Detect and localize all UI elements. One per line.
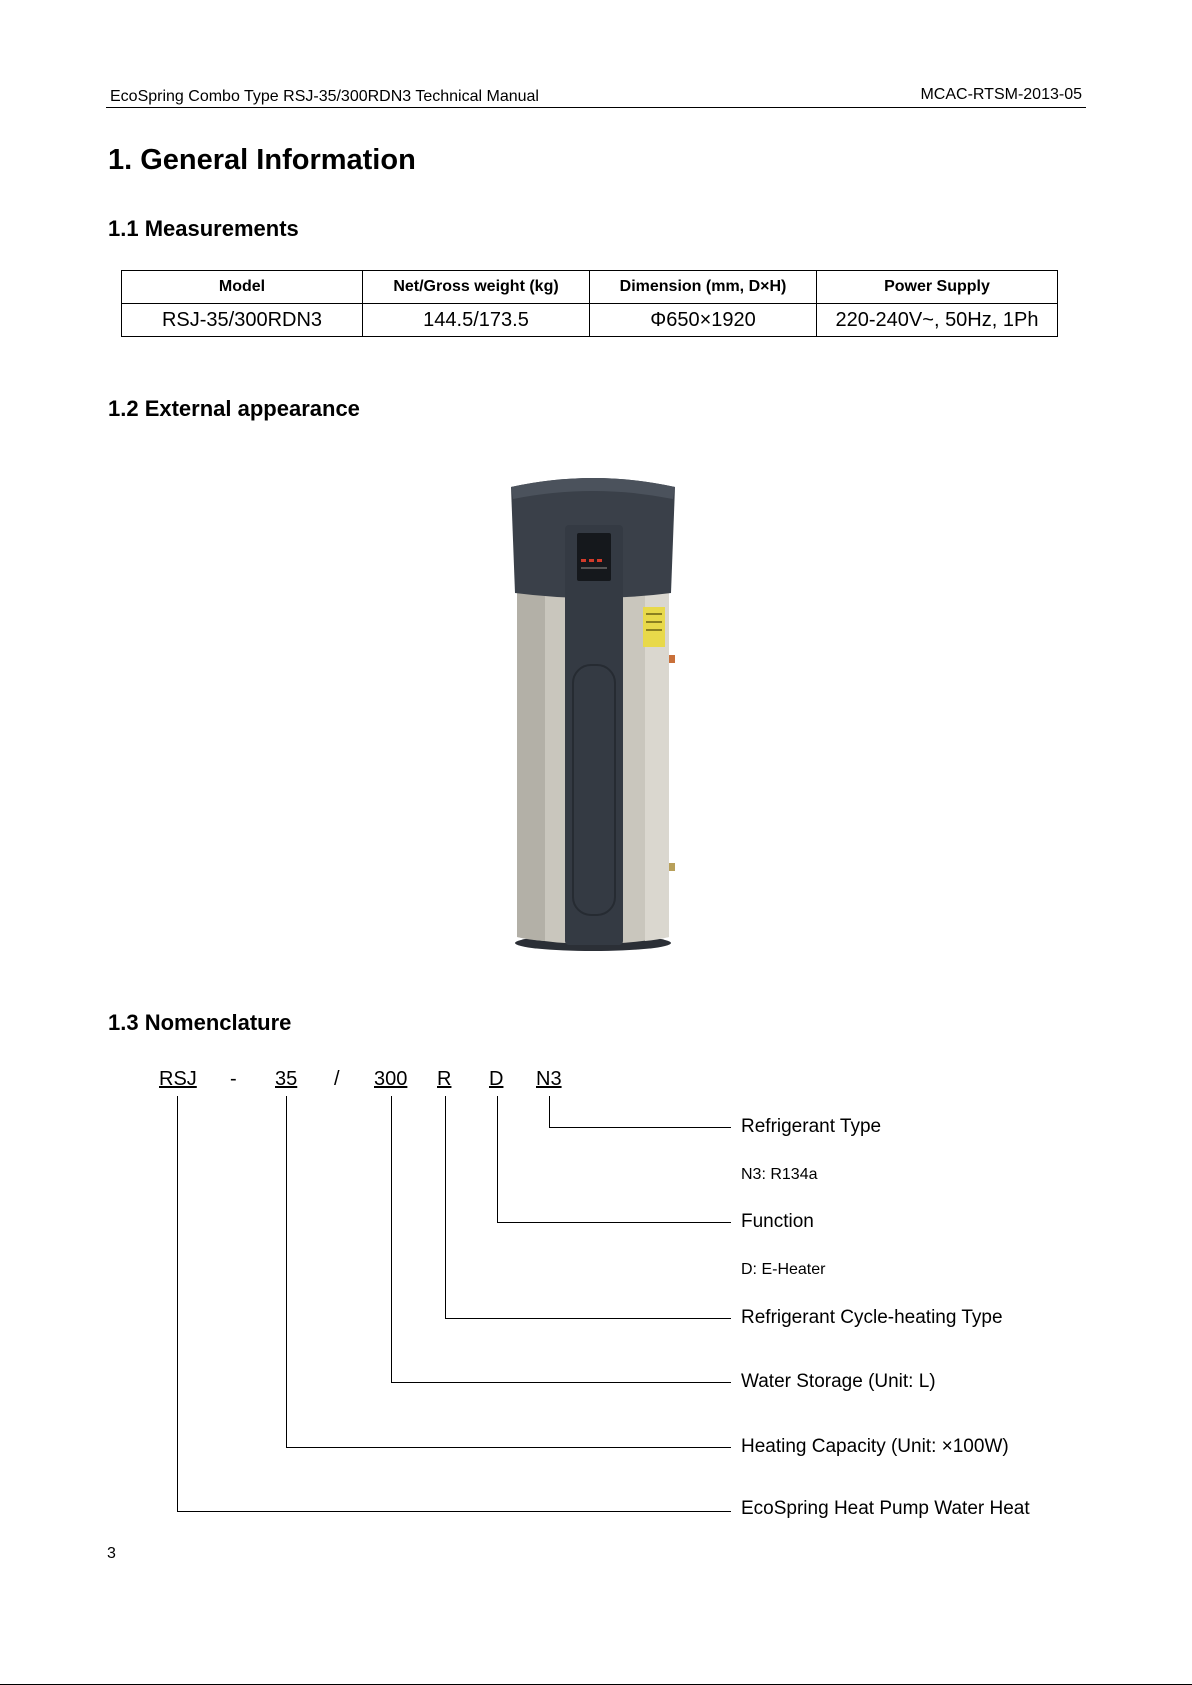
table-cell: RSJ-35/300RDN3 (122, 304, 363, 337)
page-number: 3 (107, 1545, 116, 1562)
table-cell: 144.5/173.5 (363, 304, 590, 337)
section-title-external-appearance: 1.2 External appearance (108, 396, 360, 421)
label-function: Function (741, 1211, 814, 1232)
label-product-name: EcoSpring Heat Pump Water Heat (741, 1498, 1030, 1519)
header-divider (106, 107, 1086, 108)
connector-rsj-horizontal (177, 1511, 731, 1512)
table-row (122, 304, 1058, 337)
connector-r-horizontal (445, 1318, 731, 1319)
section-title-general-information: 1. General Information (108, 144, 416, 176)
code-35: 35 (275, 1068, 298, 1090)
label-function-detail: D: E-Heater (741, 1261, 826, 1278)
code-r: R (437, 1068, 452, 1090)
code-d: D (489, 1068, 504, 1090)
connector-300-vertical (391, 1096, 392, 1383)
code-rsj: RSJ (159, 1068, 197, 1090)
water-heater-product-image (505, 475, 685, 953)
table-cell: Φ650×1920 (590, 304, 817, 337)
table-header-row (122, 271, 1058, 304)
header-title: EcoSpring Combo Type RSJ-35/300RDN3 Technical Manual (110, 88, 539, 105)
label-refrigerant-type-detail: N3: R134a (741, 1166, 818, 1183)
code-300: 300 (374, 1068, 408, 1090)
connector-n3-vertical (549, 1096, 550, 1128)
column-header: Model (122, 271, 363, 304)
connector-d-vertical (497, 1096, 498, 1223)
code-n3: N3 (536, 1068, 562, 1090)
measurements-table (121, 270, 1058, 337)
label-water-storage: Water Storage (Unit: L) (741, 1371, 936, 1392)
table-cell: 220-240V~, 50Hz, 1Ph (817, 304, 1058, 337)
label-heating-capacity: Heating Capacity (Unit: ×100W) (741, 1436, 1009, 1457)
connector-n3-horizontal (549, 1127, 731, 1128)
label-refrigerant-cycle: Refrigerant Cycle-heating Type (741, 1307, 1003, 1328)
label-refrigerant-type: Refrigerant Type (741, 1116, 882, 1137)
column-header: Net/Gross weight (kg) (363, 271, 590, 304)
document-code: MCAC-RTSM-2013-05 (920, 86, 1082, 103)
section-title-nomenclature: 1.3 Nomenclature (108, 1010, 292, 1035)
code-slash: / (334, 1068, 340, 1090)
section-title-measurements: 1.1 Measurements (108, 216, 299, 241)
column-header: Power Supply (817, 271, 1058, 304)
connector-rsj-vertical (177, 1096, 178, 1512)
connector-d-horizontal (497, 1222, 731, 1223)
column-header: Dimension (mm, D×H) (590, 271, 817, 304)
code-dash: - (230, 1068, 237, 1090)
connector-35-horizontal (286, 1447, 731, 1448)
connector-r-vertical (445, 1096, 446, 1319)
connector-35-vertical (286, 1096, 287, 1448)
connector-300-horizontal (391, 1382, 731, 1383)
